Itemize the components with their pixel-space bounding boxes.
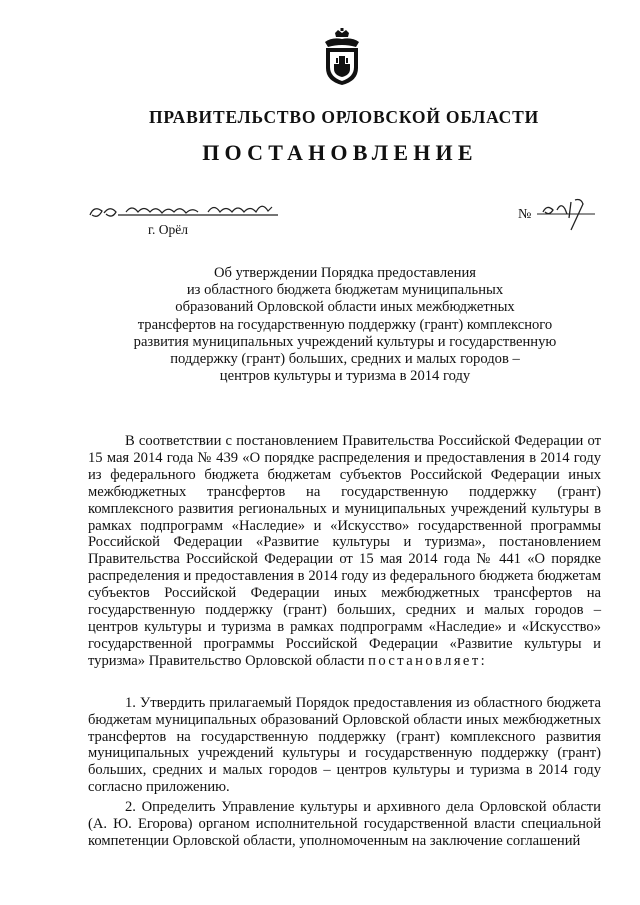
government-title: ПРАВИТЕЛЬСТВО ОРЛОВСКОЙ ОБЛАСТИ — [148, 107, 539, 127]
item-1-paragraph: 1. Утвердить прилагаемый Порядок предоставления из областного бюджета бюджетам муниципальных образований Орловской области иных межбюджетных трансфертов на государственную поддержку (грант) комплексного развития муниципальных учреждений культуры и государственную поддержку (грант) больших, средних и малых городов – центров культуры и туризма в 2014 году согласно приложению. — [88, 694, 601, 796]
decree-word: постановляет: — [368, 652, 488, 669]
number-label: № — [518, 207, 532, 222]
preamble-text: В соответствии с постановлением Правительства Российской Федерации от 15 мая 2014 года № 439 «О порядке распределения и предоставления в 2014 году из федерального бюджета бюджетам субъектов Российской Федерации иных межбюджетных трансфертов на государственную поддержку (грант) комплексного развития региональных и муниципальных учреждений культуры в рамках подпрограмм «Наследие» и «Искусство» государственной программы Российской Федерации «Развитие культуры и туризма», постановлением Правительства Российской Федерации от 15 мая 2014 года № 441 «О порядке распределения и предоставления в 2014 году из федерального бюджета бюджетам субъектов Российской Федерации иных межбюджетных трансфертов на государственную поддержку (грант) больших, средних и малых городов – центров культуры и туризма в рамках подпрограмм «Наследие» и «Искусство» государственной программы Российской Федерации «Развитие культуры и туризма» Правительство Орловской области — [88, 433, 601, 669]
place-label: г. Орёл — [148, 222, 188, 237]
document-body — [88, 433, 601, 850]
subject-line: Об утверждении Порядка предоставления — [214, 265, 476, 281]
item-2-paragraph: 2. Определить Управление культуры и архивного дела Орловской области (А. Ю. Егорова) органом исполнительной государственной власти специальной компетенции Орловской области, уполномоченным на заключение соглашений — [88, 799, 601, 849]
handwritten-number-signature — [517, 194, 597, 234]
subject-line: центров культуры и туризма в 2014 году — [219, 368, 471, 385]
subject-line: поддержку (грант) больших, средних и малых городов – — [170, 351, 520, 368]
subject-line: трансфертов на государственную поддержку (грант) комплексного — [137, 316, 553, 333]
coat-of-arms-emblem — [321, 28, 363, 86]
document-type-title: ПОСТАНОВЛЕНИЕ — [202, 140, 478, 165]
subject-line: развития муниципальных учреждений культуры и государственную — [133, 333, 557, 350]
subject-line: образований Орловской области иных межбюджетных — [175, 299, 515, 316]
preamble-paragraph — [88, 433, 601, 670]
subject-line: из областного бюджета бюджетам муниципальных — [186, 282, 504, 299]
document-subject — [120, 265, 570, 385]
